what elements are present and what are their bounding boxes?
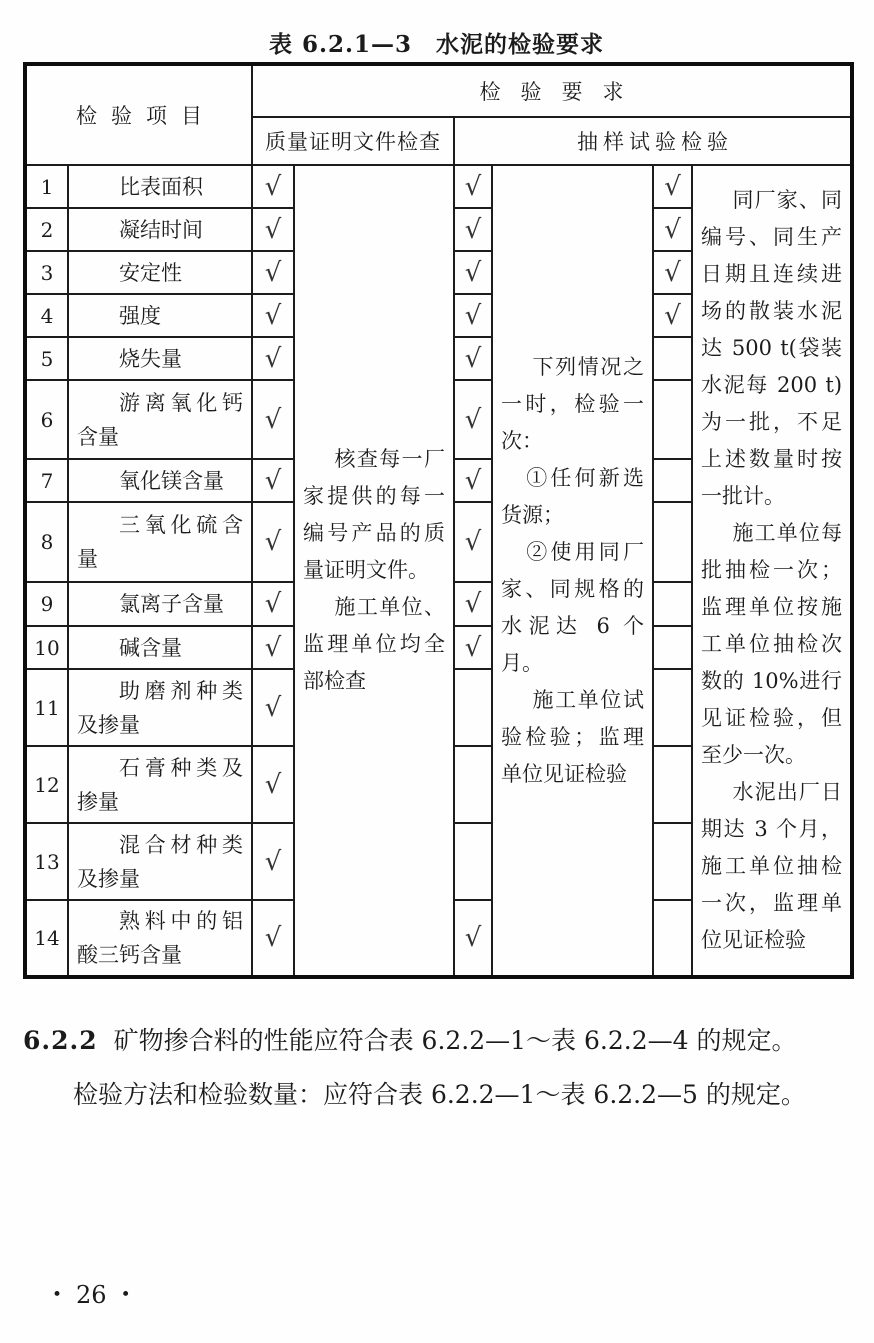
sampling-check-mark-2 [653, 582, 692, 626]
sampling-check-mark-1: √ [454, 208, 492, 251]
cert-check-mark: √ [252, 459, 294, 502]
row-number: 12 [25, 746, 68, 823]
row-number: 10 [25, 626, 68, 669]
sampling-check-mark-1 [454, 746, 492, 823]
sampling-check-mark-1: √ [454, 626, 492, 669]
cert-check-mark: √ [252, 380, 294, 459]
item-name: 安定性 [68, 251, 252, 294]
sampling-check-mark-2 [653, 380, 692, 459]
header-inspection-requirements: 检验要求 [252, 64, 852, 117]
row-number: 2 [25, 208, 68, 251]
cert-check-mark: √ [252, 294, 294, 337]
note-paragraph: 水泥出厂日期达 3 个月，施工单位抽检一次，监理单位见证检验 [701, 780, 843, 952]
sampling-check-mark-2: √ [653, 208, 692, 251]
row-number: 7 [25, 459, 68, 502]
row-number: 9 [25, 582, 68, 626]
page-number-value: 26 [76, 1281, 107, 1309]
header-inspection-items: 检验项目 [25, 64, 252, 165]
table-row [25, 165, 852, 208]
note-paragraph: ①任何新选货源； [501, 465, 644, 527]
inspection-requirements-table [23, 62, 854, 979]
sampling-check-mark-1: √ [454, 294, 492, 337]
item-name: 助磨剂种类及掺量 [68, 669, 252, 746]
row-number: 13 [25, 823, 68, 900]
item-name: 氯离子含量 [68, 582, 252, 626]
note-paragraph: 核查每一厂家提供的每一编号产品的质量证明文件。 [303, 447, 445, 582]
paragraph-inspection-method: 检验方法和检验数量：应符合表 6.2.2—1～表 6.2.2—5 的规定。 [73, 1080, 806, 1109]
cert-check-mark: √ [252, 502, 294, 582]
note-paragraph: 施工单位每批抽检一次；监理单位按施工单位抽检次数的 10%进行见证检验，但至少一次。 [701, 521, 843, 767]
note-paragraph: 施工单位、监理单位均全部检查 [303, 595, 445, 693]
note-paragraph: 下列情况之一时，检验一次： [501, 354, 644, 453]
page-number-dot: • [52, 1285, 63, 1305]
cert-check-mark: √ [252, 823, 294, 900]
sampling-check-mark-1: √ [454, 459, 492, 502]
cert-check-mark: √ [252, 208, 294, 251]
header-sampling-test: 抽样试验检验 [454, 117, 852, 165]
sampling-check-mark-2 [653, 900, 692, 977]
item-name: 烧失量 [68, 337, 252, 380]
row-number: 4 [25, 294, 68, 337]
item-name: 游离氧化钙含量 [68, 380, 252, 459]
row-number: 6 [25, 380, 68, 459]
item-name: 强度 [68, 294, 252, 337]
row-number: 5 [25, 337, 68, 380]
sampling-check-mark-1: √ [454, 502, 492, 582]
row-number: 11 [25, 669, 68, 746]
sampling-check-mark-1 [454, 823, 492, 900]
sampling-check-mark-1 [454, 669, 492, 746]
sampling-check-mark-2 [653, 502, 692, 582]
sampling-check-mark-2: √ [653, 294, 692, 337]
sampling-note1-cell [492, 165, 653, 977]
sampling-note2-cell [692, 165, 852, 977]
cert-check-mark: √ [252, 626, 294, 669]
item-name: 混合材种类及掺量 [68, 823, 252, 900]
item-name: 氧化镁含量 [68, 459, 252, 502]
note-paragraph: 同厂家、同编号、同生产日期且连续进场的散装水泥达 500 t(袋装水泥每 200 t)为一批，不足上述数量时按一批计。 [701, 188, 843, 508]
item-name: 凝结时间 [68, 208, 252, 251]
row-number: 14 [25, 900, 68, 977]
sampling-check-mark-2: √ [653, 251, 692, 294]
sampling-check-mark-2 [653, 337, 692, 380]
cert-check-mark: √ [252, 900, 294, 977]
row-number: 3 [25, 251, 68, 294]
clause-text: 矿物掺合料的性能应符合表 6.2.2—1～表 6.2.2—4 的规定。 [113, 1026, 797, 1055]
item-name: 熟料中的铝酸三钙含量 [68, 900, 252, 977]
sampling-check-mark-2 [653, 746, 692, 823]
sampling-check-mark-2 [653, 626, 692, 669]
item-name: 碱含量 [68, 626, 252, 669]
paragraph-6-2-2 [23, 1018, 851, 1063]
cert-note-cell [294, 165, 454, 977]
sampling-check-mark-2: √ [653, 165, 692, 208]
sampling-check-mark-1: √ [454, 337, 492, 380]
body-text [23, 1018, 851, 1117]
sampling-check-mark-1: √ [454, 165, 492, 208]
sampling-check-mark-1: √ [454, 380, 492, 459]
item-name: 石膏种类及掺量 [68, 746, 252, 823]
sampling-check-mark-1: √ [454, 582, 492, 626]
sampling-check-mark-1: √ [454, 251, 492, 294]
clause-number: 6.2.2 [23, 1026, 98, 1055]
header-certificate-check: 质量证明文件检查 [252, 117, 454, 165]
cert-check-mark: √ [252, 669, 294, 746]
sampling-check-mark-1: √ [454, 900, 492, 977]
sampling-check-mark-2 [653, 823, 692, 900]
note-paragraph: ②使用同厂家、同规格的水泥达 6 个月。 [501, 539, 644, 675]
item-name: 比表面积 [68, 165, 252, 208]
cert-check-mark: √ [252, 746, 294, 823]
cert-check-mark: √ [252, 165, 294, 208]
row-number: 1 [25, 165, 68, 208]
sampling-check-mark-2 [653, 669, 692, 746]
page-number [52, 1281, 131, 1309]
cert-check-mark: √ [252, 337, 294, 380]
cert-check-mark: √ [252, 251, 294, 294]
item-name: 三氧化硫含量 [68, 502, 252, 582]
table-caption: 表 6.2.1—3 水泥的检验要求 [268, 31, 605, 58]
note-paragraph: 施工单位试验检验；监理单位见证检验 [501, 687, 644, 786]
row-number: 8 [25, 502, 68, 582]
cert-check-mark: √ [252, 582, 294, 626]
page-number-dot: • [120, 1285, 131, 1305]
sampling-check-mark-2 [653, 459, 692, 502]
